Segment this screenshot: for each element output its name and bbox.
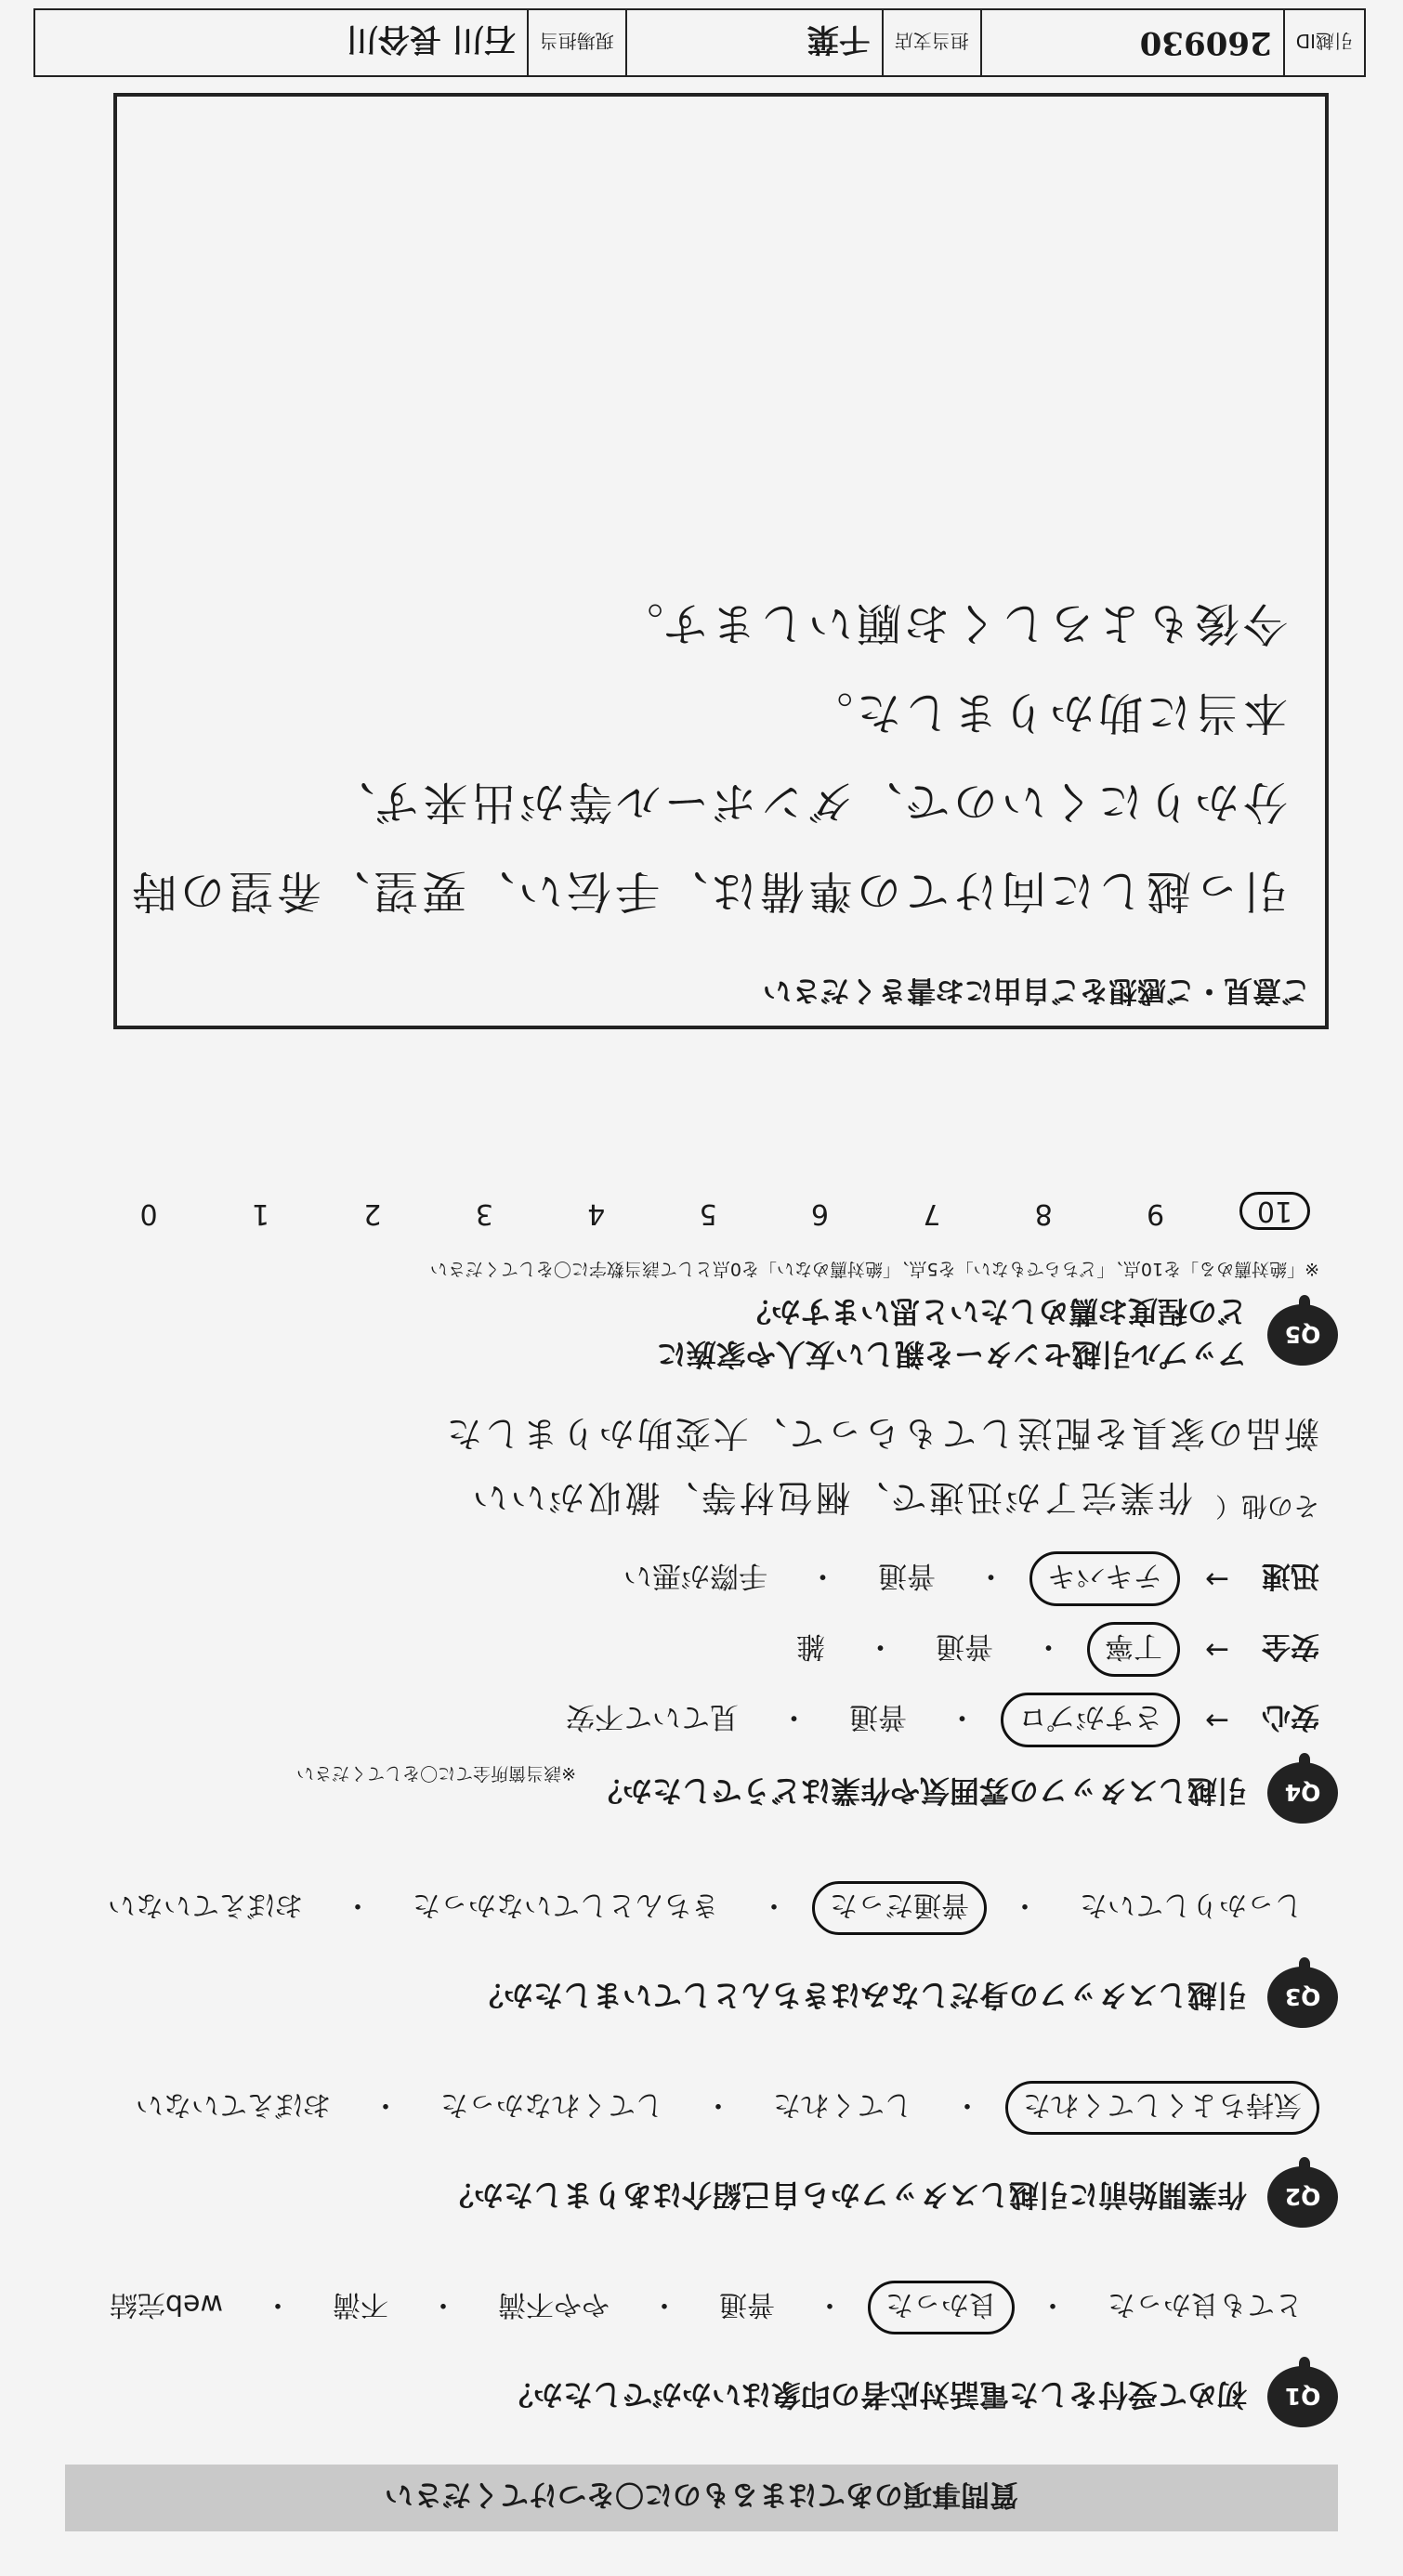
q2-option-selected[interactable]: 気持ちよくしてくれた	[1005, 2081, 1319, 2135]
q4-other-handwriting[interactable]: 作業完了が迅速で、梱包材等、撤収がいい	[469, 1477, 1193, 1518]
q4-other-label: その他（	[1214, 1491, 1319, 1522]
q4-title: 引越しスタッフの雰囲気や作業はどうでしたか？	[592, 1773, 1247, 1809]
q1-option[interactable]: とても良かった	[1108, 2288, 1303, 2321]
q5-score[interactable]: 3	[475, 1197, 493, 1230]
q4-row-jinsoku: 迅速 → テキパキ ・ 普通 ・ 手際が悪い	[56, 1550, 1319, 1608]
comment-line: 本当に助かりました。	[804, 686, 1288, 739]
question-2	[56, 2081, 1338, 2228]
q1-option[interactable]: 不満	[333, 2288, 388, 2321]
q5-score[interactable]: 9	[1147, 1197, 1165, 1230]
footer-branch-value[interactable]: 千葉	[627, 10, 884, 75]
q4-row-label: 安心	[1262, 1700, 1319, 1734]
q5-score[interactable]: 2	[363, 1197, 382, 1230]
q5-note: ※「絶対薦める」を10点、「どちらでもない」を5点、「絶対薦めない」を0点として該当数字に〇をしてください	[429, 1259, 1319, 1279]
comment-title: ご意見・ご感想をご自由にお書きください	[763, 974, 1310, 1007]
q5-title-line2: どの程度お薦めしたいと思いますか？	[741, 1294, 1247, 1329]
q1-option[interactable]: やや不満	[498, 2288, 610, 2321]
footer-id-label: 引越ID	[1295, 30, 1353, 53]
footer-leader-value[interactable]: 石川 長谷川	[35, 10, 529, 75]
q1-option[interactable]: 普通	[719, 2288, 775, 2321]
q4-option[interactable]: 見ていて不安	[566, 1700, 739, 1734]
q5-score[interactable]: 6	[810, 1197, 829, 1230]
q2-option[interactable]: してくれなかった	[440, 2088, 663, 2121]
question-4	[56, 1411, 1338, 1824]
q4-option[interactable]: 手際が悪い	[623, 1559, 767, 1593]
comment-box	[113, 93, 1329, 1029]
q4-other	[56, 1475, 1319, 1526]
q4-row-anzen: 安全 → 丁寧 ・ 普通 ・ 雑	[56, 1621, 1319, 1679]
footer-branch-label: 担当支店	[884, 10, 982, 75]
q4-option[interactable]: 普通	[849, 1700, 907, 1734]
q5-score[interactable]: 8	[1034, 1197, 1053, 1230]
footer-id-value[interactable]: 260930	[982, 10, 1285, 75]
q2-options: 気持ちよくしてくれた ・ してくれた ・ してくれなかった ・ おぼえていない	[56, 2081, 1319, 2135]
question-5	[56, 1192, 1338, 1378]
q3-option[interactable]: しっかりしていた	[1080, 1889, 1303, 1921]
q4-other-handwriting-2[interactable]: 新品の家具を配送してもらって、大変助かりました	[443, 1413, 1319, 1454]
q1-badge: Q1	[1267, 2366, 1338, 2427]
q5-scale	[121, 1192, 1310, 1230]
q4-badge: Q4	[1267, 1762, 1338, 1824]
comment-line: 分かりにくいので、ダンボール等が出来ず、	[326, 776, 1288, 828]
q4-row-anshin: 安心 → さすがプロ ・ 普通 ・ 見ていて不安	[56, 1692, 1319, 1749]
footer-leader-label: 現場担当	[529, 10, 627, 75]
q2-badge: Q2	[1267, 2166, 1338, 2228]
q5-score[interactable]: 1	[251, 1197, 270, 1230]
comment-handwriting[interactable]	[117, 579, 1288, 935]
q4-option[interactable]: 雑	[796, 1629, 825, 1664]
q4-row-label: 迅速	[1262, 1559, 1319, 1593]
q4-option[interactable]: 普通	[936, 1629, 993, 1664]
comment-line: 今後もよろしくお願いします。	[614, 597, 1288, 649]
arrow-icon: →	[1205, 1704, 1229, 1737]
q5-score[interactable]: 7	[923, 1197, 941, 1230]
q1-title: 初めて受付をした電話対応者の印象はいかがでしたか？	[503, 2377, 1247, 2413]
q2-option[interactable]: おぼえていない	[136, 2088, 331, 2121]
q5-title-line1: アップル引越センターを親しい友人や家族に	[656, 1337, 1247, 1372]
q3-options: しっかりしていた ・ 普通だった ・ きちんとしていなかった ・ おぼえていない	[56, 1881, 1319, 1935]
q3-title: 引越しスタッフの身だしなみはきちんとしていましたか？	[473, 1978, 1247, 2013]
q4-row-label: 安全	[1262, 1629, 1319, 1664]
q3-option[interactable]: おぼえていない	[108, 1889, 303, 1921]
q4-option-selected[interactable]: 丁寧	[1087, 1623, 1180, 1678]
q5-score[interactable]: 5	[699, 1197, 717, 1230]
question-1	[56, 2281, 1338, 2427]
q2-option[interactable]: してくれた	[773, 2088, 912, 2121]
question-3	[56, 1881, 1338, 2028]
q4-note: ※該当箇所全てに〇をしてください	[296, 1763, 576, 1784]
q3-option-selected[interactable]: 普通だった	[812, 1881, 987, 1935]
q1-option[interactable]: web完結	[109, 2288, 223, 2321]
q3-option[interactable]: きちんとしていなかった	[413, 1889, 719, 1921]
q4-option[interactable]: 普通	[878, 1559, 936, 1593]
q4-option-selected[interactable]: テキパキ	[1029, 1552, 1180, 1607]
q3-badge: Q3	[1267, 1967, 1338, 2028]
q5-score-selected[interactable]: 10	[1239, 1192, 1310, 1230]
q1-option-selected[interactable]: 良かった	[868, 2281, 1015, 2334]
comment-line: 引っ越しに向けての準備は、手伝い、要望、希望の時	[127, 865, 1288, 917]
q5-score[interactable]: 0	[139, 1197, 158, 1230]
instruction-banner: 質問事項のあてはまるものに〇をつけてください	[65, 2465, 1338, 2531]
q5-badge: Q5	[1267, 1304, 1338, 1366]
q5-score[interactable]: 4	[587, 1197, 606, 1230]
arrow-icon: →	[1205, 1563, 1229, 1596]
q4-option-selected[interactable]: さすがプロ	[1001, 1693, 1180, 1748]
footer-table	[33, 8, 1366, 77]
q1-options: とても良かった ・ 良かった ・ 普通 ・ やや不満 ・ 不満 ・ web完結	[56, 2281, 1319, 2334]
q2-title: 作業開始前に引越しスタッフから自己紹介はありましたか？	[443, 2177, 1247, 2213]
arrow-icon: →	[1205, 1633, 1229, 1667]
